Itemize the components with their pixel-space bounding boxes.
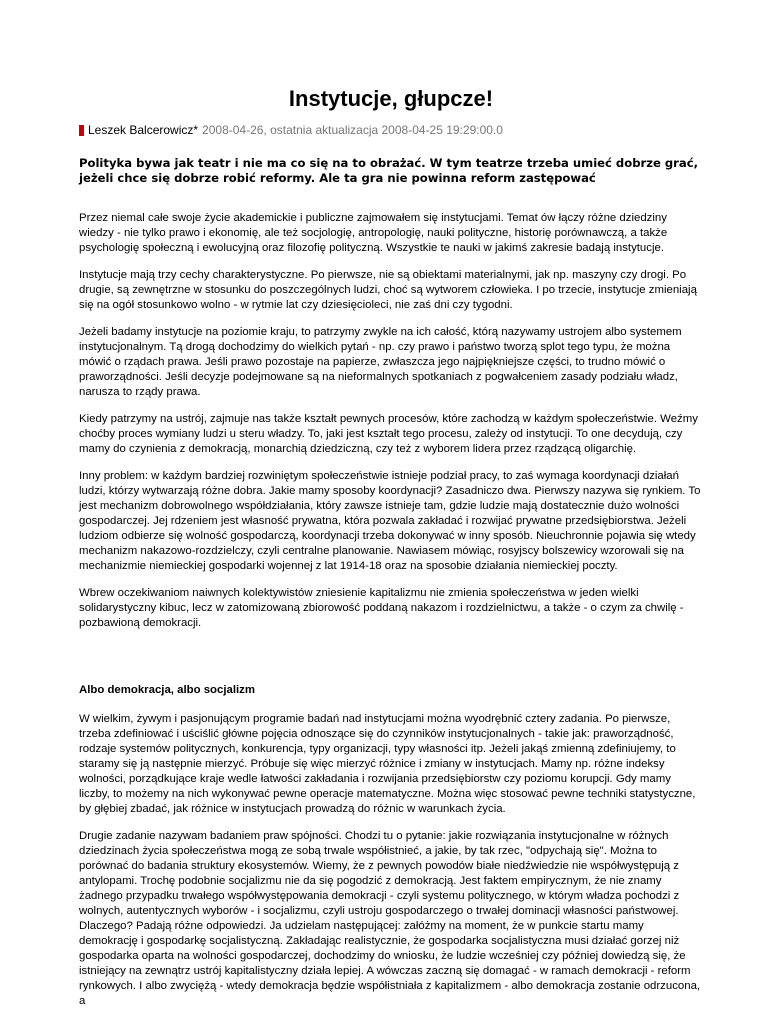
paragraph: Przez niemal całe swoje życie akademickie i publiczne zajmowałem się instytucjami. Temat ów łączy różne dziedziny wiedzy - nie tylko prawo i ekonomię, ale też socjologię, antropologię, nauki polityczne, historię porównawczą, a także psychologię społeczną i ewolucyjną oraz filozofię polityczną. Wszystkie te nauki w jakimś zakresie badają instytucje. xyxy=(79,212,668,254)
paragraph: Kiedy patrzymy na ustrój, zajmuje nas także kształt pewnych procesów, które zachodzą w każdym społeczeństwie. Weźmy choćby proces wymiany ludzi u steru władzy. To, jaki jest kształt tego procesu, zależy od instytucji. To one decydują, czy mamy do czynienia z demokracją, monarchią dziedziczną, czy też z wyborem lidera przez rządzącą oligarchię. xyxy=(79,413,698,455)
paragraph: Drugie zadanie nazywam badaniem praw spójności. Chodzi tu o pytanie: jakie rozwiązania instytucjonalne w różnych dziedzinach życia społeczeństwa mogą ze sobą trwale współistnieć, a jakie, by tak rzec, "odpychają się". Można to porównać do badania struktury ekosystemów. Wiemy, że z pewnych powodów białe niedźwiedzie nie współwystępują z antylopami. Trochę podobnie socjalizmu nie da się pogodzić z demokracją. Jest faktem empirycznym, że nie znamy żadnego przypadku trwałego współwystępowania demokracji - czyli systemu politycznego, w którym władza pochodzi z wolnych, autentycznych wyborów - i socjalizmu, czyli ustroju gospodarczego o trwałej dominacji własności państwowej. Dlaczego? Padają różne odpowiedzi. Ja udzielam następującej: załóżmy na moment, że w punkcie startu mamy demokrację i gospodarkę socjalistyczną. Zakładając realistycznie, że gospodarka socjalistyczna musi działać gorzej niż gospodarka oparta na wolności gospodarczej, dochodzimy do wniosku, że ludzie wcześniej czy później dowiedzą się, że istniejący na zewnątrz ustrój kapitalistyczny działa lepiej. A wówczas zaczną się domagać - w ramach demokracji - reform rynkowych. I albo zwyciężą - wtedy demokracja będzie współistniała z kapitalizmem - albo demokracja zostanie odrzucona, a xyxy=(79,830,701,1007)
paragraph: Instytucje mają trzy cechy charakterystyczne. Po pierwsze, nie są obiektami materialnymi, jak np. maszyny czy drogi. Po drugie, są zewnętrzne w stosunku do poszczególnych ludzi, choć są wytworem człowieka. I po trzecie, instytucje zmieniają się na ogół stosunkowo wolno - w rytmie lat czy dziesięcioleci, nie zaś dni czy tygodni. xyxy=(79,269,697,311)
section-heading: Albo demokracja, albo socjalizm xyxy=(79,684,255,696)
red-bullet-icon xyxy=(79,125,84,136)
byline xyxy=(79,123,703,138)
paragraph: Jeżeli badamy instytucje na poziomie kraju, to patrzymy zwykle na ich całość, którą nazywamy ustrojem albo systemem instytucjonalnym. Tą drogą dochodzimy do wielkich pytań - np. czy prawo i państwo tworzą splot tego typu, że można mówić o rządach prawa. Jeśli prawo pozostaje na papierze, zwłaszcza jego najpiękniejsze części, to trudno mówić o praworządności. Jeśli decyzje podejmowane są na nieformalnych spotkaniach z pogwałceniem zasady podziału władz, narusza to rządy prawa. xyxy=(79,326,682,398)
publication-date: 2008-04-26, ostatnia aktualizacja 2008-04-25 19:29:00.0 xyxy=(202,123,503,137)
article-title: Instytucje, głupcze! xyxy=(288,86,494,111)
paragraph: Wbrew oczekiwaniom naiwnych kolektywistów zniesienie kapitalizmu nie zmienia społeczeństwa w jeden wielki solidarystyczny kibuc, lecz w zatomizowaną zbiorowość poddaną nakazom i rozdzielnictwu, a także - o czym za chwilę - pozbawioną demokracji. xyxy=(79,587,684,629)
paragraph: Inny problem: w każdym bardziej rozwiniętym społeczeństwie istnieje podział pracy, to zaś wymaga koordynacji działań ludzi, którzy wytwarzają różne dobra. Jakie mamy sposoby koordynacji? Zasadniczo dwa. Pierwszy nazywa się rynkiem. To jest mechanizm dobrowolnego współdziałania, który zawsze istnieje tam, gdzie ludzie mają dostatecznie dużo wolności gospodarczej. Jej rdzeniem jest własność prywatna, która pozwala zakładać i rozwijać prywatne przedsiębiorstwa. Jeżeli ludziom odbierze się wolność gospodarczą, koordynacji trzeba dokonywać w inny sposób. Nieuchronnie pojawia się wtedy mechanizm nakazowo-rozdzielczy, czyli centralne planowanie. Nawiasem mówiąc, rosyjscy bolszewicy wzorowali się na mechanizmie niemieckiej gospodarki wojennej z lat 1914-18 oraz na sposobie działania niemieckiej poczty. xyxy=(79,470,701,572)
article-lead: Polityka bywa jak teatr i nie ma co się na to obrażać. W tym teatrze trzeba umieć dobrze grać, jeżeli chce się dobrze robić reformy. Ale ta gra nie powinna reform zastępować xyxy=(79,156,698,185)
paragraph: W wielkim, żywym i pasjonującym programie badań nad instytucjami można wyodrębnić cztery zadania. Po pierwsze, trzeba zdefiniować i uściślić główne pojęcia odnoszące się do czynników instytucjonalnych - takie jak: praworządność, rodzaje systemów politycznych, konkurencja, typy organizacji, typy własności itp. Jeżeli jakąś zmienną zdefiniujemy, to staramy się ją następnie mierzyć. Próbuje się więc mierzyć różnice i zmiany w instytucjach. Mamy np. różne indeksy wolności, porządkujące kraje wedle łatwości zakładania i rozwijania przedsiębiorstw czy poziomu korupcji. Gdy mamy liczby, to możemy na nich wykonywać pewne operacje matematyczne. Można więc stosować pewne techniki statystyczne, by głębiej zbadać, jak różnice w instytucjach prowadzą do różnic w warunkach życia. xyxy=(79,713,696,815)
author-name: Leszek Balcerowicz* xyxy=(88,123,199,137)
